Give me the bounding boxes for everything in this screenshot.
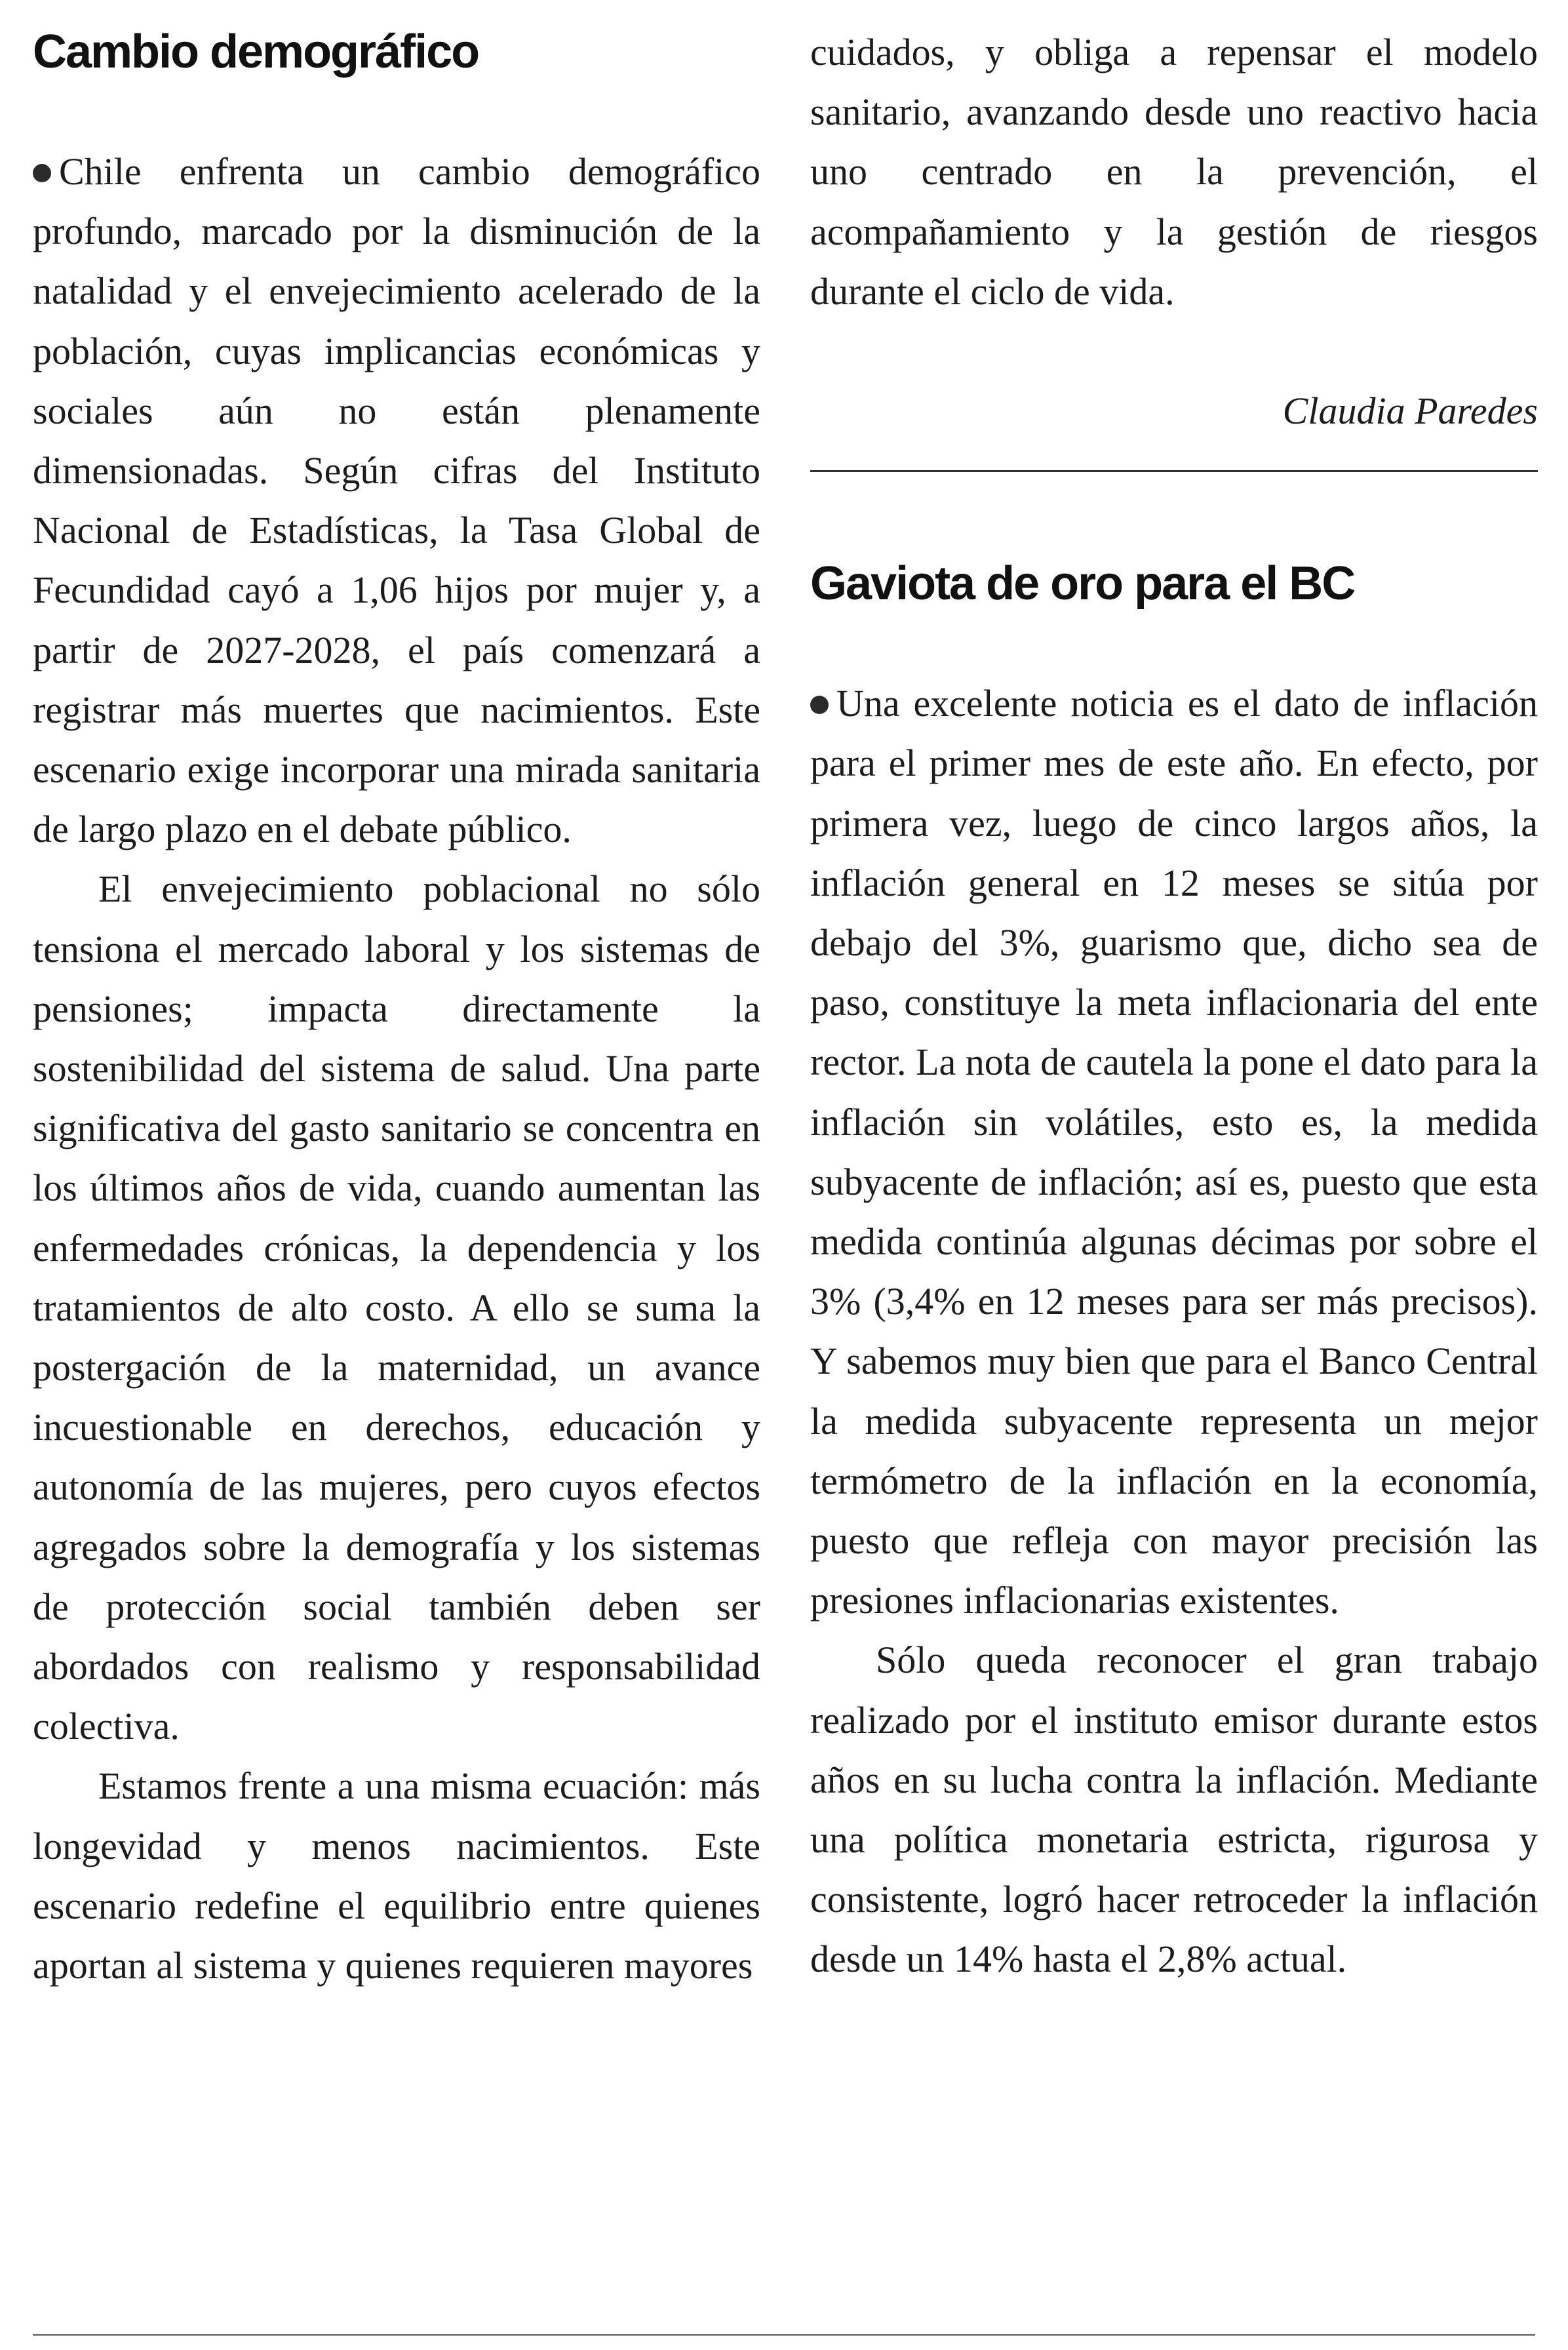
article-title-gaviota-de-oro: Gaviota de oro para el BC [810,557,1355,610]
article2-paragraph-2: Sólo queda reconocer el gran trabajo realizado por el instituto emisor durante estos años en su lucha contra la inflación. Mediante una política monetaria estricta, rigurosa y consistente, logró hacer retroceder la inflación desde un 14% hasta el 2,8% actual. [810,1639,1538,1981]
author-byline: Claudia Paredes [1282,389,1538,433]
article2-paragraph-1: Una excelente noticia es el dato de inflación para el primer mes de este año. En efecto, por primera vez, luego de cinco largos años, la inflación general en 12 meses se sitúa por debajo del 3%, guarismo que, dicho sea de paso, constituye la meta inflacionaria del ente rector. La nota de cautela la pone el dato para la inflación sin volátiles, esto es, la medida subyacente de inflación; así es, puesto que esta medida continúa algunas décimas por sobre el 3% (3,4% en 12 meses para ser más precisos). Y sabemos muy bien que para el Banco Central la medida subyacente representa un mejor termómetro de la inflación en la economía, puesto que refleja con mayor precisión las presiones inflacionarias existentes. [810,682,1538,1622]
article1-paragraph-3-continued: cuidados, y obliga a repensar el modelo sanitario, avanzando desde uno reactivo hacia uno centrado en la prevención, el acompañamiento y la gestión de riesgos durante el ciclo de vida. [810,31,1538,313]
right-column [810,22,1538,1989]
page-bottom-rule [33,2334,1535,2336]
bullet-icon [810,696,829,714]
left-column [33,22,760,1995]
article1-paragraph-3: Estamos frente a una misma ecuación: más longevidad y menos nacimientos. Este escenario redefine el equilibrio entre quienes aportan al sistema y quienes requieren mayores [33,1764,760,1987]
article1-paragraph-2: El envejecimiento poblacional no sólo tensiona el mercado laboral y los sistemas de pensiones; impacta directamente la sostenibilidad del sistema de salud. Una parte significativa del gasto sanitario se concentra en los últimos años de vida, cuando aumentan las enfermedades crónicas, la dependencia y los tratamientos de alto costo. A ello se suma la postergación de la maternidad, un avance incuestionable en derechos, educación y autonomía de las mujeres, pero cuyos efectos agregados sobre la demografía y los sistemas de protección social también deben ser abordados con realismo y responsabilidad colectiva. [33,867,760,1748]
bullet-icon [33,164,51,182]
article1-paragraph-1: Chile enfrenta un cambio demográfico profundo, marcado por la disminución de la natalidad y el envejecimiento acelerado de la población, cuyas implicancias económicas y sociales aún no están plenamente dimensionadas. Según cifras del Instituto Nacional de Estadísticas, la Tasa Global de Fecundidad cayó a 1,06 hijos por mujer y, a partir de 2027-2028, el país comenzará a registrar más muertes que nacimientos. Este escenario exige incorporar una mirada sanitaria de largo plazo en el debate público. [33,150,760,851]
article-title-cambio-demografico: Cambio demográfico [33,26,479,78]
